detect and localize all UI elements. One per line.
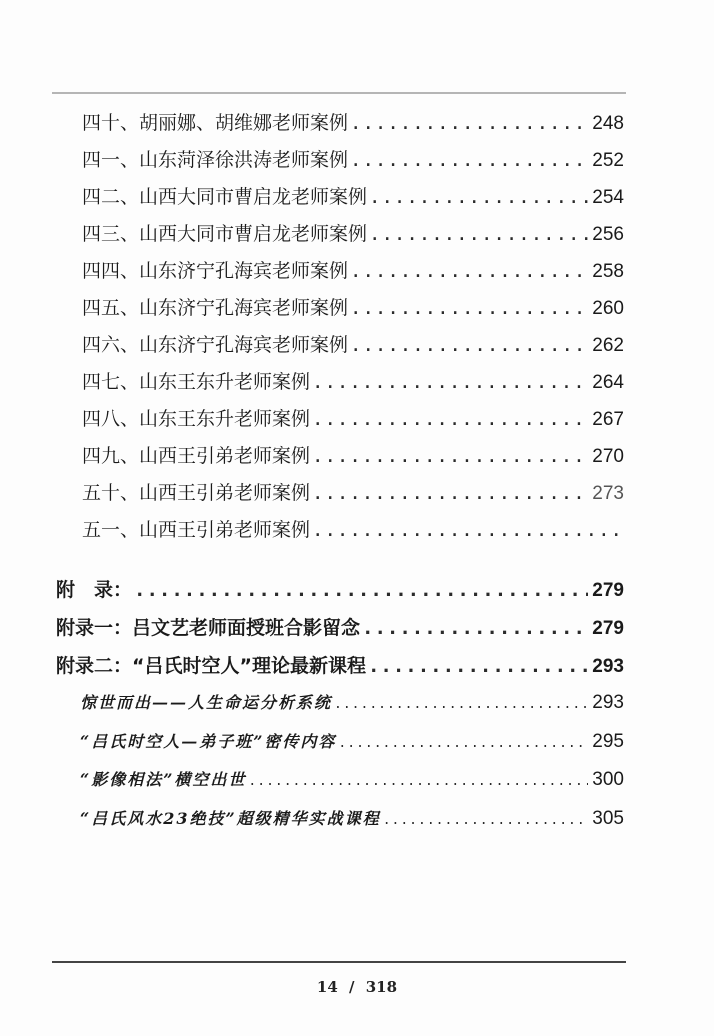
toc-leader-dots — [312, 519, 620, 541]
toc-leader-dots — [369, 223, 588, 245]
toc-entry-page: 254 — [592, 187, 624, 208]
page-separator: / — [349, 978, 355, 996]
toc-subentry-2[interactable] — [80, 729, 624, 753]
toc-leader-dots — [312, 371, 588, 393]
toc-entry-page: 264 — [592, 372, 624, 393]
toc-entry-title: 四四、山东济宁孔海宾老师案例 — [82, 260, 349, 282]
toc-entry-title: 四一、山东菏泽徐洪涛老师案例 — [82, 149, 349, 171]
toc-entry-page: 295 — [592, 731, 624, 752]
toc-entry-title: 四五、山东济宁孔海宾老师案例 — [82, 297, 349, 319]
toc-leader-dots — [350, 149, 588, 171]
current-page: 14 — [316, 978, 338, 996]
toc-entry-page: 258 — [592, 261, 624, 282]
toc-leader-dots — [338, 736, 588, 751]
toc-entry-title: 附录二：“吕氏时空人”理论最新课程 — [56, 655, 366, 677]
toc-leader-dots — [312, 482, 588, 504]
toc-entry-title: “影像相法”横空出世 — [80, 770, 247, 789]
toc-appendix-1[interactable] — [56, 613, 624, 640]
toc-entry-title: 惊世而出——人生命运分析系统 — [80, 693, 333, 712]
toc-subentry-4[interactable] — [80, 806, 624, 830]
toc-entry-title: 五一、山西王引弟老师案例 — [82, 519, 311, 541]
toc-appendix-2[interactable] — [56, 651, 624, 678]
header-rule — [52, 92, 626, 94]
toc-entry-page: 305 — [592, 808, 624, 829]
toc-entry-title: 四二、山西大同市曹启龙老师案例 — [82, 186, 368, 208]
toc-entry-47[interactable] — [82, 367, 624, 394]
toc-leader-dots — [350, 260, 588, 282]
toc-entry-title: 四三、山西大同市曹启龙老师案例 — [82, 223, 368, 245]
toc-entry-page: 267 — [592, 409, 624, 430]
toc-entry-page: 300 — [592, 769, 624, 790]
toc-entry-title: 四十、胡丽娜、胡维娜老师案例 — [82, 112, 349, 134]
toc-entry-page: 279 — [592, 580, 624, 601]
toc-leader-dots — [369, 186, 588, 208]
toc-entry-page: 262 — [592, 335, 624, 356]
toc-entry-title: 附录一：吕文艺老师面授班合影留念 — [56, 617, 361, 639]
toc-entry-title: 附 录： — [56, 579, 133, 601]
toc-entry-page: 260 — [592, 298, 624, 319]
toc-entry-page: 256 — [592, 224, 624, 245]
toc-leader-dots — [350, 334, 588, 356]
toc-entry-44[interactable] — [82, 256, 624, 283]
toc-leader-dots — [383, 813, 589, 828]
toc-entry-title: “吕氏风水23绝技”超级精华实战课程 — [80, 809, 381, 828]
toc-leader-dots — [362, 617, 588, 639]
toc-entry-49[interactable] — [82, 441, 624, 468]
page-number — [0, 978, 714, 996]
toc-entry-45[interactable] — [82, 293, 624, 320]
toc-entry-title: “吕氏时空人—弟子班”密传内容 — [80, 732, 337, 751]
toc-entry-43[interactable] — [82, 219, 624, 246]
toc-subentry-3[interactable] — [80, 767, 624, 791]
toc-leader-dots — [368, 655, 588, 677]
toc-subentry-1[interactable] — [80, 690, 624, 714]
toc-entry-41[interactable] — [82, 145, 624, 172]
toc-entry-page: 279 — [592, 618, 624, 639]
toc-leader-dots — [312, 408, 588, 430]
toc-entry-42[interactable] — [82, 182, 624, 209]
toc-entry-title: 四九、山西王引弟老师案例 — [82, 445, 311, 467]
toc-entry-46[interactable] — [82, 330, 624, 357]
toc-entry-title: 五十、山西王引弟老师案例 — [82, 482, 311, 504]
total-pages: 318 — [365, 978, 398, 996]
toc-entry-48[interactable] — [82, 404, 624, 431]
toc-leader-dots — [350, 297, 588, 319]
toc-leader-dots — [312, 445, 588, 467]
toc-entry-page: 273 — [592, 483, 624, 504]
toc-entry-51[interactable] — [82, 515, 624, 542]
toc-leader-dots — [134, 579, 588, 601]
toc-entry-page: 293 — [592, 656, 624, 677]
toc-entry-page: 252 — [592, 150, 624, 171]
toc-entry-page: 248 — [592, 113, 624, 134]
toc-entry-page: 270 — [592, 446, 624, 467]
toc-entry-40[interactable] — [82, 108, 624, 135]
toc-entry-50[interactable] — [82, 478, 624, 505]
toc-entry-title: 四七、山东王东升老师案例 — [82, 371, 311, 393]
toc-leader-dots — [334, 697, 588, 712]
toc-appendix[interactable] — [56, 575, 624, 602]
toc-leader-dots — [350, 112, 588, 134]
toc-entry-title: 四六、山东济宁孔海宾老师案例 — [82, 334, 349, 356]
footer-rule — [52, 961, 626, 963]
toc-leader-dots — [248, 774, 588, 789]
toc-entry-page: 293 — [592, 692, 624, 713]
toc-entry-title: 四八、山东王东升老师案例 — [82, 408, 311, 430]
